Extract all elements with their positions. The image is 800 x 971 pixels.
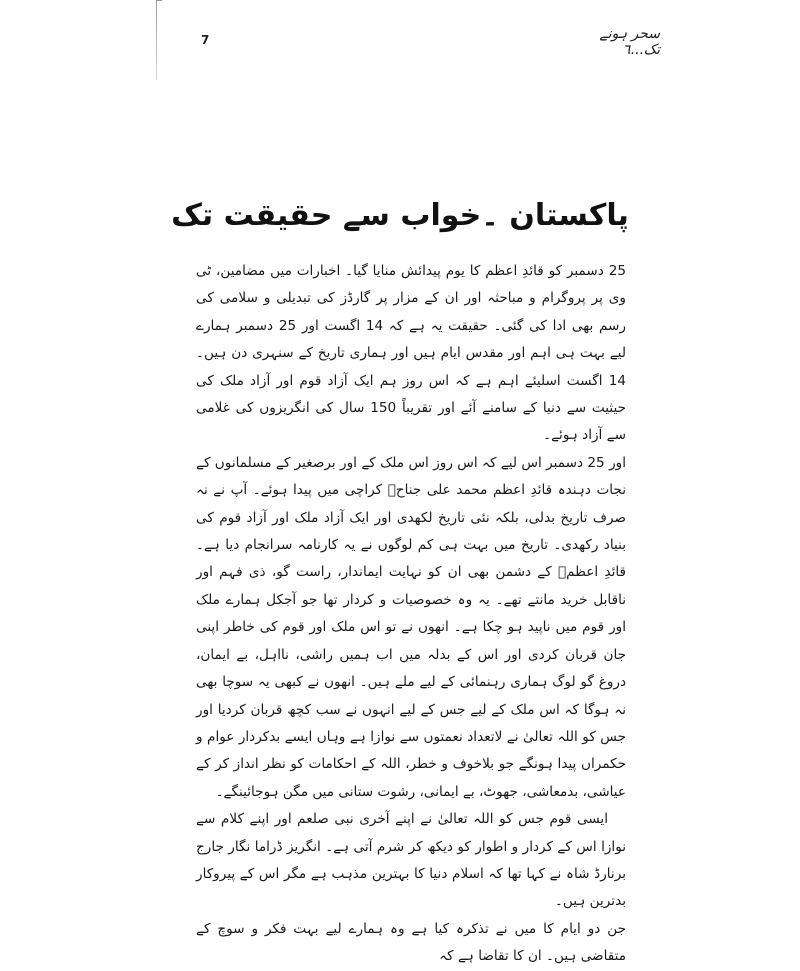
paragraph: 25 دسمبر کو قائدِ اعظم کا یوم پیدائش منایا گیا۔ اخبارات میں مضامین، ٹی وی پر پروگرام و مباحثہ اور ان کے مزار پر گارڈز کی تبدیلی و سلامی کی رسم بھی ادا کی گئی۔ حقیقت یہ ہے کہ 14 اگست اور 25 دسمبر ہمارے لیے بہت ہی اہم اور مقدس ایام ہیں اور ہماری تاریخ کے سنہری دن ہیں۔ 14 اگست اسلیئے اہم ہے کہ اس روز ہم ایک آزاد قوم اور آزاد ملک کی حیثیت سے دنیا کے سامنے آئے اور تقریباً 150 سال کی انگریزوں کی غلامی سے آزاد ہوئے۔ bbox=[196, 263, 626, 444]
page-edge-tick bbox=[156, 0, 162, 1]
paragraph: اور 25 دسمبر اس لیے کہ اس روز اس ملک کے اور برصغیر کے مسلمانوں کے نجات دہندہ قائدِ اعظم محمد علی جناحؒ کراچی میں پیدا ہوئے۔ آپ نے نہ صرف تاریخ بدلی، بلکہ نئی تاریخ لکھدی اور ایک آزاد ملک اور آزاد قوم کی بنیاد رکھدی۔ تاریخ میں بہت ہی کم لوگوں نے یہ کارنامہ سرانجام دیا ہے۔ قائدِ اعظمؒ کے دشمن بھی ان کو نہایت ایماندار، راست گو، ذی فہم اور ناقابل خرید مانتے تھے۔ یہ وہ خصوصیات و کردار تھا جو آجکل ہمارے ملک اور قوم میں ناپید ہو چکا ہے۔ انھوں نے تو اس ملک اور قوم کی خاطر اپنی جان قربان کردی اور اس کے بدلہ میں اب ہمیں راشی، نااہل، بے ایمان، دروغ گو لوگ ہماری رہنمائی کے لیے ملے ہیں۔ انھوں نے کبھی یہ سوچا بھی نہ ہوگا کہ اس ملک کے لیے جس کے لیے انہوں نے سب کچھ قربان کردیا اور جس کو اللہ تعالیٰ نے لاتعداد نعمتوں سے نوازا ہے وہاں ایسے بدکردار عوام و حکمراں پیدا ہونگے جو بلاخوف و خطر، اللہ کے احکامات کو نظر انداز کر کے عیاشی، بدمعاشی، جھوٹ، بے ایمانی، رشوت ستانی میں مگن ہوجائینگے۔ bbox=[196, 454, 626, 800]
paragraph: ایسی قوم جس کو اللہ تعالیٰ نے اپنے آخری نبی صلعم اور اپنے کلام سے نوازا اس کے کردار و اطوار کو دیکھ کر شرم آتی ہے۔ انگریز ڈراما نگار جارج برنارڈ شاہ نے کہا تھا کہ اسلام دنیا کا بہترین مذہب ہے مگر اس کے پیروکار بدترین ہیں۔ bbox=[196, 811, 626, 910]
running-header: سحر ہونے تک...٦ bbox=[599, 26, 660, 58]
page-edge-line bbox=[156, 0, 157, 80]
body-text bbox=[196, 258, 626, 971]
paragraph: جن دو ایام کا میں نے تذکرہ کیا ہے وہ ہمارے لیے بہت فکر و سوچ کے متقاضی ہیں۔ ان کا تقاضا ہے کہ bbox=[196, 920, 626, 965]
chapter-title: پاکستان ۔خواب سے حقیقت تک bbox=[171, 198, 629, 233]
page-number: 7 bbox=[201, 33, 210, 47]
